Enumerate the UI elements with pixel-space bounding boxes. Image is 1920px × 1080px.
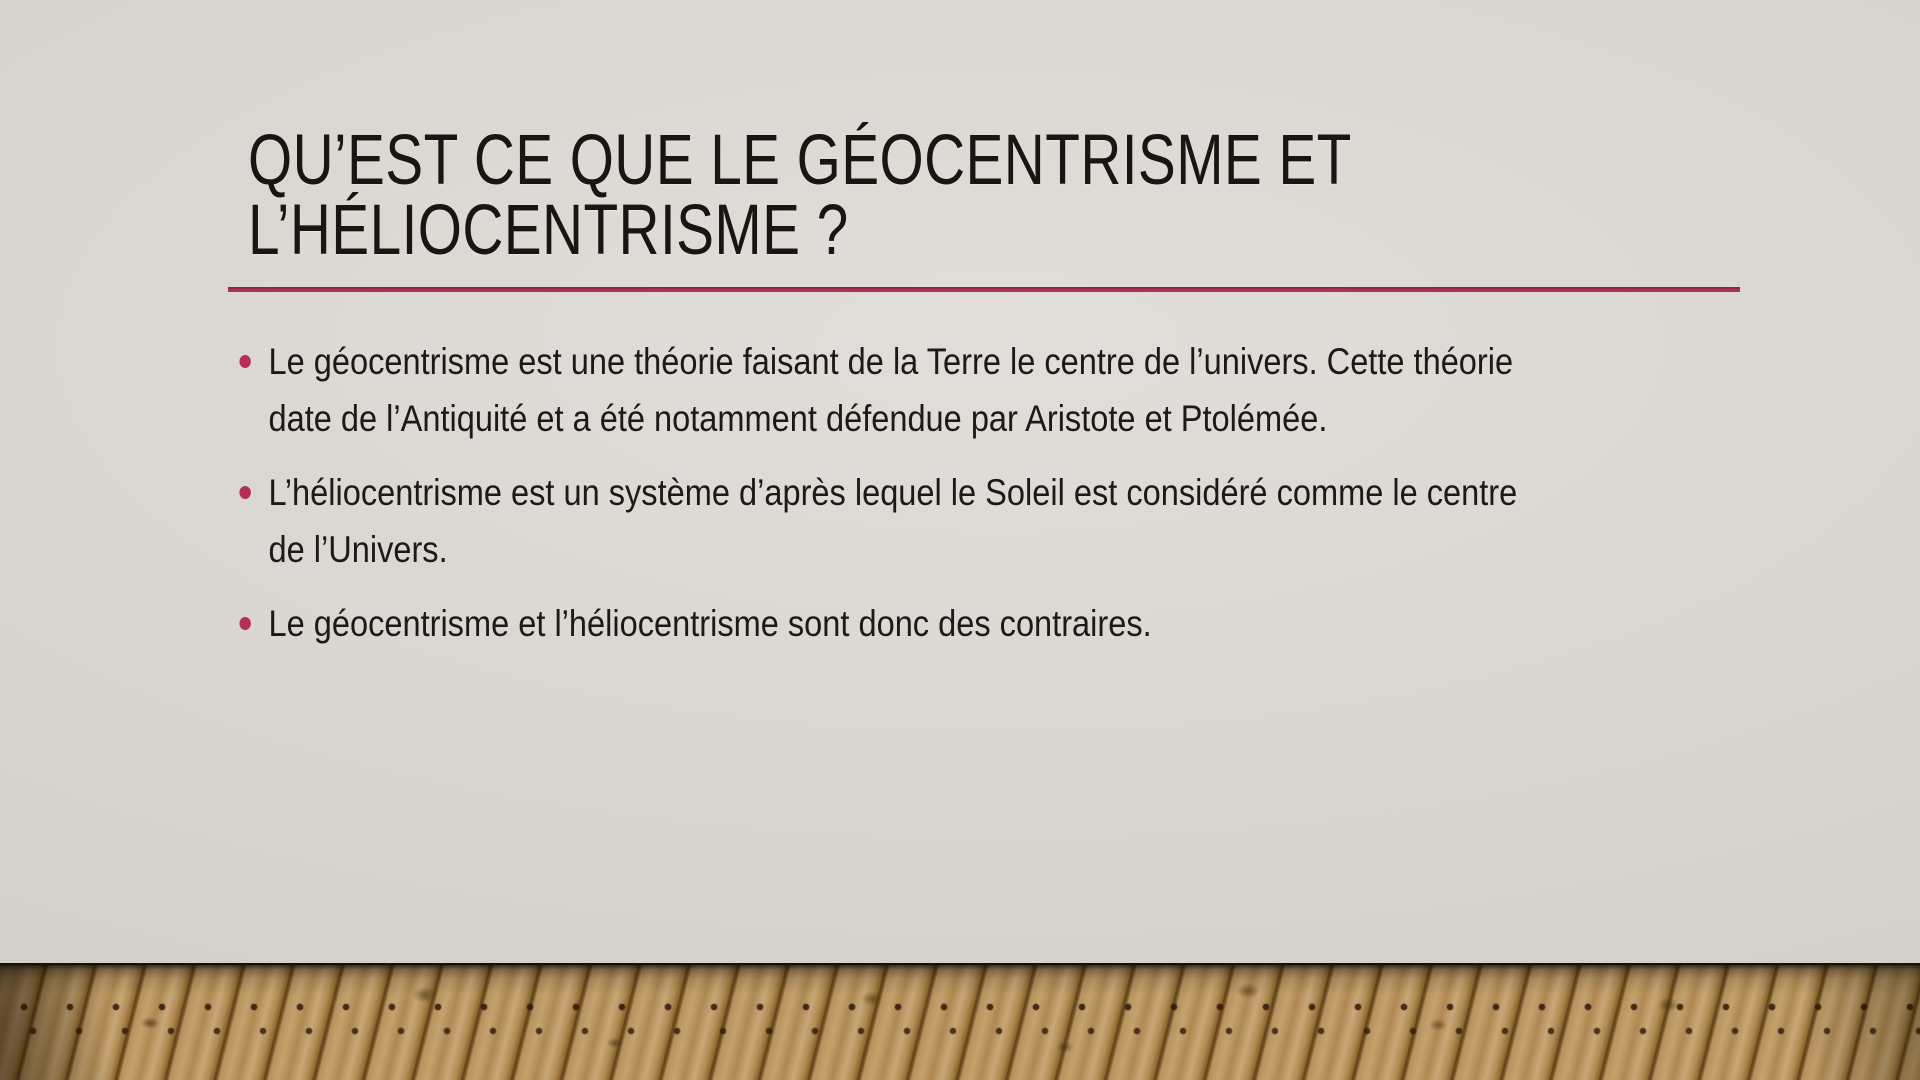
bullet-text-line: date de l’Antiquité et a été notamment défendue par Aristote et Ptolémée. [268,398,1328,439]
bullet-item [228,595,1742,652]
bullet-item [228,333,1742,447]
bullet-text-line: Le géocentrisme et l’héliocentrisme sont donc des contraires. [268,603,1152,644]
bullet-dot-icon [239,617,250,630]
bullet-dot-icon [239,355,250,368]
slide-title-line-2: L’HÉLIOCENTRISME ? [248,191,849,270]
bullet-text-line: L’héliocentrisme est un système d’après lequel le Soleil est considéré comme le centre [268,472,1518,513]
bullet-text [268,595,1151,652]
bullet-dot-icon [239,486,250,499]
bullet-text-line: de l’Univers. [268,529,448,570]
bullet-list [228,333,1742,669]
title-underline [228,287,1740,292]
bullet-text-line: Le géocentrisme est une théorie faisant de la Terre le centre de l’univers. Cette théorie [268,341,1514,382]
slide-title [248,121,1352,270]
wood-floor [0,963,1920,1080]
bullet-text [268,333,1513,447]
bullet-text [268,464,1517,578]
bullet-item [228,464,1742,578]
slide-title-line-1: QU’EST CE QUE LE GÉOCENTRISME ET [248,121,1352,200]
